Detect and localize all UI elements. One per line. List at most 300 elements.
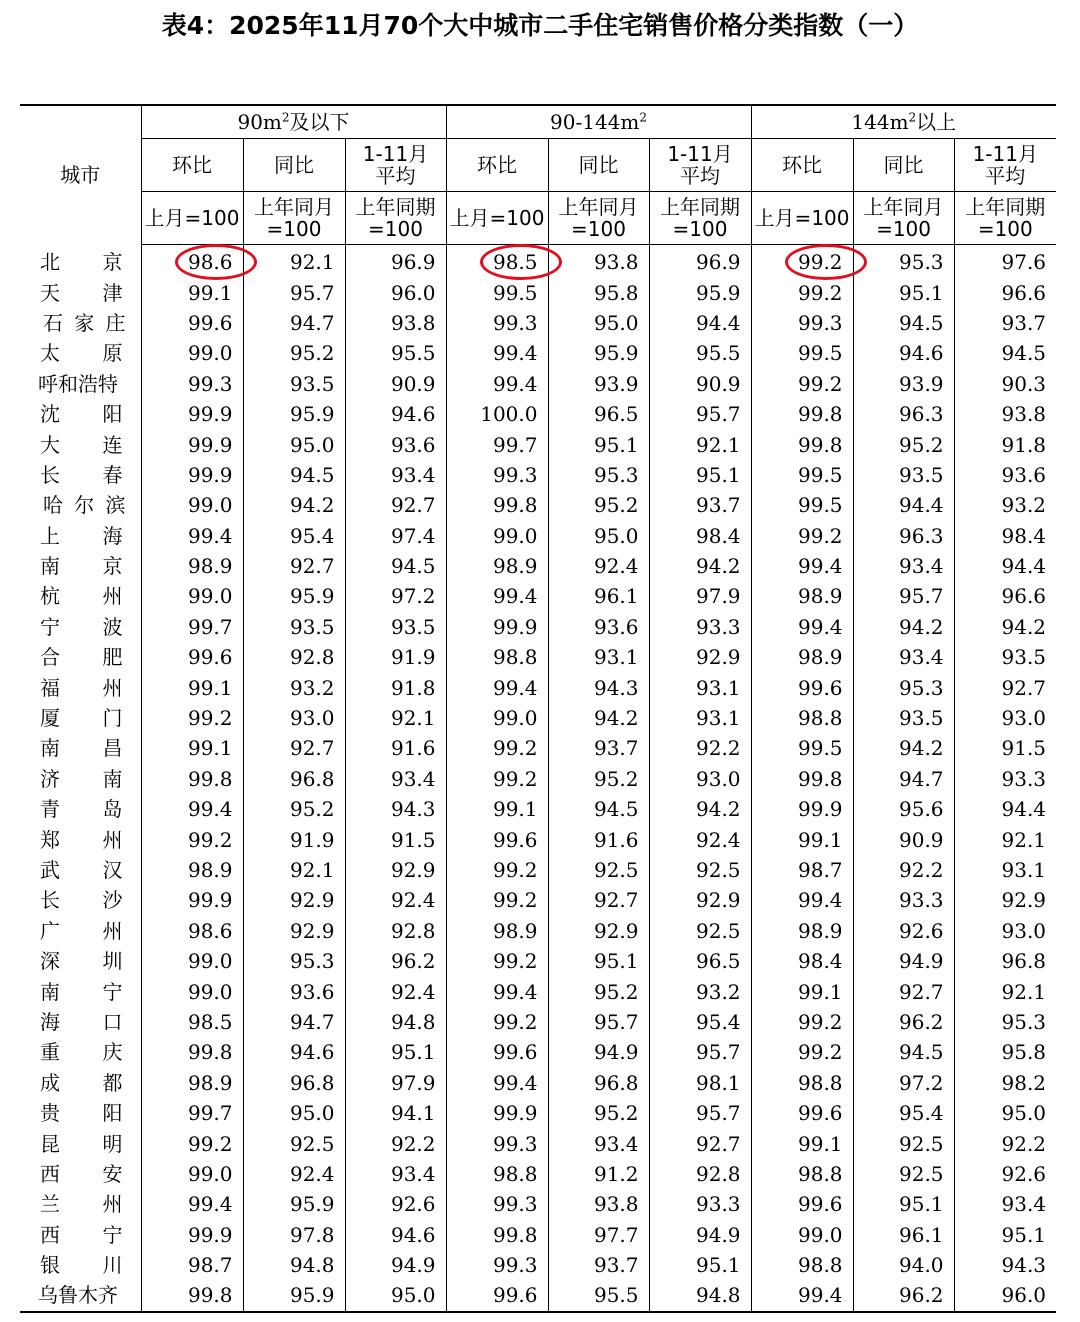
index-value: 95.1 xyxy=(548,946,649,976)
ytd-avg-header: 1-11月平均 xyxy=(649,139,751,192)
index-value: 99.0 xyxy=(446,521,548,551)
index-value: 96.1 xyxy=(853,1220,954,1250)
index-value: 93.8 xyxy=(548,1189,649,1219)
index-value: 98.8 xyxy=(751,1250,853,1280)
index-value: 99.5 xyxy=(446,277,548,307)
index-value: 93.4 xyxy=(954,1189,1056,1219)
city-name: 天 津 xyxy=(40,280,123,305)
index-value: 93.5 xyxy=(853,460,954,490)
index-value: 99.4 xyxy=(751,612,853,642)
table-row xyxy=(20,369,1056,399)
base-same-period-last-year: 上年同期=100 xyxy=(649,192,751,245)
index-value: 92.7 xyxy=(954,672,1056,702)
index-value: 99.6 xyxy=(141,308,243,338)
index-value: 95.3 xyxy=(954,1007,1056,1037)
city-name: 昆 明 xyxy=(40,1131,123,1156)
index-value: 94.6 xyxy=(345,399,446,429)
index-value: 99.9 xyxy=(141,1220,243,1250)
index-value: 96.8 xyxy=(548,1068,649,1098)
table-row xyxy=(20,490,1056,520)
index-value: 93.0 xyxy=(243,703,345,733)
index-value: 94.8 xyxy=(345,1007,446,1037)
index-value: 98.5 xyxy=(446,245,548,278)
index-value: 93.7 xyxy=(649,490,751,520)
index-value: 94.4 xyxy=(954,551,1056,581)
index-value: 99.1 xyxy=(751,824,853,854)
table-row xyxy=(20,1128,1056,1158)
index-value: 99.3 xyxy=(446,460,548,490)
index-value: 99.9 xyxy=(141,399,243,429)
index-value: 99.2 xyxy=(446,855,548,885)
index-value: 91.5 xyxy=(954,733,1056,763)
index-value: 95.2 xyxy=(548,764,649,794)
index-value: 98.8 xyxy=(751,703,853,733)
index-value: 99.2 xyxy=(751,1037,853,1067)
table-row xyxy=(20,1037,1056,1067)
index-value: 96.9 xyxy=(649,245,751,278)
index-value: 92.5 xyxy=(548,855,649,885)
index-value: 93.4 xyxy=(853,642,954,672)
index-value: 99.1 xyxy=(751,976,853,1006)
index-value: 95.5 xyxy=(345,338,446,368)
index-value: 94.1 xyxy=(345,1098,446,1128)
index-value: 92.1 xyxy=(243,855,345,885)
index-value: 92.4 xyxy=(649,824,751,854)
index-value: 99.9 xyxy=(751,794,853,824)
index-value: 99.9 xyxy=(446,612,548,642)
index-value: 94.5 xyxy=(853,1037,954,1067)
index-value: 93.3 xyxy=(649,612,751,642)
index-value: 92.7 xyxy=(345,490,446,520)
group-header-large: $144m^2$以上 xyxy=(751,105,1056,139)
index-value: 92.2 xyxy=(954,1128,1056,1158)
index-value: 99.2 xyxy=(446,1007,548,1037)
index-value: 95.4 xyxy=(243,521,345,551)
index-value: 99.0 xyxy=(141,1159,243,1189)
index-value: 99.2 xyxy=(751,1007,853,1037)
index-value: 96.2 xyxy=(853,1280,954,1311)
city-name: 长 沙 xyxy=(40,888,123,913)
index-value: 93.2 xyxy=(954,490,1056,520)
index-value: 99.3 xyxy=(446,1128,548,1158)
index-value: 92.9 xyxy=(954,885,1056,915)
index-value: 93.5 xyxy=(243,612,345,642)
index-value: 93.1 xyxy=(649,672,751,702)
index-value: 94.5 xyxy=(243,460,345,490)
index-value: 95.0 xyxy=(954,1098,1056,1128)
index-value: 94.2 xyxy=(853,612,954,642)
table-row xyxy=(20,1098,1056,1128)
index-value: 99.4 xyxy=(141,1189,243,1219)
index-value: 95.1 xyxy=(548,429,649,459)
index-value: 92.9 xyxy=(649,885,751,915)
base-last-month: 上月=100 xyxy=(446,192,548,245)
index-value: 99.2 xyxy=(751,369,853,399)
index-value: 95.1 xyxy=(853,1189,954,1219)
city-name: 青 岛 xyxy=(40,797,123,822)
index-value: 95.0 xyxy=(548,521,649,551)
table-row xyxy=(20,885,1056,915)
index-value: 99.2 xyxy=(751,245,853,278)
city-name: 广 州 xyxy=(40,918,123,943)
index-value: 99.9 xyxy=(141,429,243,459)
index-value: 98.4 xyxy=(954,521,1056,551)
index-value: 92.9 xyxy=(649,642,751,672)
index-value: 99.7 xyxy=(141,612,243,642)
index-value: 94.4 xyxy=(853,490,954,520)
index-value: 92.6 xyxy=(345,1189,446,1219)
index-value: 96.1 xyxy=(548,581,649,611)
index-value: 96.8 xyxy=(243,764,345,794)
index-value: 99.0 xyxy=(141,338,243,368)
index-value: 99.9 xyxy=(141,460,243,490)
index-value: 95.9 xyxy=(243,581,345,611)
index-value: 99.8 xyxy=(751,399,853,429)
index-value: 99.4 xyxy=(751,1280,853,1311)
table-row xyxy=(20,946,1056,976)
index-value: 94.7 xyxy=(243,1007,345,1037)
index-value: 92.9 xyxy=(548,916,649,946)
table-row xyxy=(20,1250,1056,1280)
ytd-avg-header: 1-11月平均 xyxy=(345,139,446,192)
index-value: 99.8 xyxy=(751,429,853,459)
index-value: 94.2 xyxy=(548,703,649,733)
index-value: 99.2 xyxy=(141,824,243,854)
index-value: 92.7 xyxy=(243,551,345,581)
index-value: 94.6 xyxy=(853,338,954,368)
index-value: 99.4 xyxy=(446,672,548,702)
index-value: 99.5 xyxy=(751,460,853,490)
index-value: 90.9 xyxy=(649,369,751,399)
city-name: 成 都 xyxy=(40,1070,123,1095)
index-value: 98.9 xyxy=(141,855,243,885)
index-value: 99.4 xyxy=(141,521,243,551)
index-value: 93.9 xyxy=(853,369,954,399)
index-value: 95.5 xyxy=(548,1280,649,1311)
index-value: 93.1 xyxy=(954,855,1056,885)
yoy-header: 同比 xyxy=(548,139,649,192)
index-value: 92.9 xyxy=(243,916,345,946)
index-value: 91.8 xyxy=(954,429,1056,459)
index-value: 94.2 xyxy=(649,551,751,581)
index-value: 93.2 xyxy=(243,672,345,702)
index-value: 96.8 xyxy=(243,1068,345,1098)
index-value: 93.3 xyxy=(853,885,954,915)
index-value: 91.9 xyxy=(345,642,446,672)
city-name: 福 州 xyxy=(40,675,123,700)
index-value: 95.7 xyxy=(853,581,954,611)
yoy-header: 同比 xyxy=(853,139,954,192)
index-value: 93.8 xyxy=(954,399,1056,429)
index-value: 99.5 xyxy=(751,490,853,520)
index-value: 92.7 xyxy=(548,885,649,915)
index-value: 95.7 xyxy=(649,1098,751,1128)
index-value: 93.5 xyxy=(243,369,345,399)
index-value: 99.0 xyxy=(141,581,243,611)
index-value: 93.0 xyxy=(954,703,1056,733)
index-value: 96.5 xyxy=(649,946,751,976)
index-value: 99.2 xyxy=(751,521,853,551)
index-value: 98.8 xyxy=(446,1159,548,1189)
index-value: 99.4 xyxy=(446,581,548,611)
index-value: 94.2 xyxy=(853,733,954,763)
index-value: 92.2 xyxy=(649,733,751,763)
index-value: 94.6 xyxy=(345,1220,446,1250)
base-same-period-last-year: 上年同期=100 xyxy=(954,192,1056,245)
base-last-month: 上月=100 xyxy=(751,192,853,245)
group-header-medium: $90-144m^2$ xyxy=(446,105,751,139)
index-value: 93.5 xyxy=(345,612,446,642)
index-value: 95.1 xyxy=(853,277,954,307)
index-value: 99.4 xyxy=(446,369,548,399)
index-value: 98.8 xyxy=(751,1068,853,1098)
index-value: 93.4 xyxy=(345,764,446,794)
index-value: 94.4 xyxy=(954,794,1056,824)
index-value: 98.7 xyxy=(751,855,853,885)
table-row xyxy=(20,277,1056,307)
index-value: 98.6 xyxy=(141,916,243,946)
table-row xyxy=(20,308,1056,338)
index-value: 99.0 xyxy=(751,1220,853,1250)
index-value: 99.4 xyxy=(751,885,853,915)
index-value: 99.2 xyxy=(751,277,853,307)
index-value: 99.6 xyxy=(446,824,548,854)
index-value: 95.7 xyxy=(243,277,345,307)
index-value: 99.9 xyxy=(141,885,243,915)
index-value: 94.3 xyxy=(548,672,649,702)
index-value: 93.7 xyxy=(954,308,1056,338)
index-value: 99.3 xyxy=(446,308,548,338)
index-value: 95.8 xyxy=(954,1037,1056,1067)
index-value: 90.9 xyxy=(853,824,954,854)
index-value: 99.6 xyxy=(751,1098,853,1128)
yoy-header: 同比 xyxy=(243,139,345,192)
index-value: 92.1 xyxy=(345,703,446,733)
index-value: 91.6 xyxy=(345,733,446,763)
index-value: 99.0 xyxy=(141,976,243,1006)
city-name: 合 肥 xyxy=(40,645,123,670)
index-value: 95.2 xyxy=(853,429,954,459)
index-value: 97.4 xyxy=(345,521,446,551)
index-value: 91.5 xyxy=(345,824,446,854)
index-value: 92.2 xyxy=(853,855,954,885)
index-value: 99.0 xyxy=(141,946,243,976)
index-value: 93.1 xyxy=(548,642,649,672)
index-value: 99.6 xyxy=(751,672,853,702)
index-value: 96.3 xyxy=(853,521,954,551)
index-value: 99.8 xyxy=(141,1037,243,1067)
index-value: 98.8 xyxy=(446,642,548,672)
index-value: 99.1 xyxy=(141,672,243,702)
index-value: 99.0 xyxy=(141,490,243,520)
index-value: 91.6 xyxy=(548,824,649,854)
index-value: 93.9 xyxy=(548,369,649,399)
city-name: 杭 州 xyxy=(40,584,123,609)
index-value: 93.6 xyxy=(548,612,649,642)
table-row xyxy=(20,1220,1056,1250)
city-name: 郑 州 xyxy=(40,827,123,852)
index-value: 96.9 xyxy=(345,245,446,278)
base-same-month-last-year: 上年同月=100 xyxy=(548,192,649,245)
index-value: 93.6 xyxy=(345,429,446,459)
table-title: 表4：2025年11月70个大中城市二手住宅销售价格分类指数（一） xyxy=(161,11,919,40)
city-name: 深 圳 xyxy=(40,949,123,974)
index-value: 94.2 xyxy=(243,490,345,520)
highlight-circle xyxy=(480,244,562,280)
base-last-month: 上月=100 xyxy=(141,192,243,245)
city-name: 沈 阳 xyxy=(40,402,123,427)
table-row xyxy=(20,855,1056,885)
index-value: 92.4 xyxy=(345,976,446,1006)
table-row xyxy=(20,1280,1056,1311)
index-value: 94.7 xyxy=(853,764,954,794)
index-value: 93.4 xyxy=(548,1128,649,1158)
index-value: 94.7 xyxy=(243,308,345,338)
index-value: 99.1 xyxy=(446,794,548,824)
index-value: 95.1 xyxy=(649,1250,751,1280)
index-value: 95.9 xyxy=(243,1189,345,1219)
index-value: 97.6 xyxy=(954,245,1056,278)
highlight-circle xyxy=(175,244,257,280)
table-row xyxy=(20,429,1056,459)
index-value: 95.3 xyxy=(853,245,954,278)
highlight-circle xyxy=(785,244,867,280)
city-name: 西 宁 xyxy=(40,1222,123,1247)
table-row xyxy=(20,824,1056,854)
index-value: 94.3 xyxy=(954,1250,1056,1280)
index-value: 95.4 xyxy=(853,1098,954,1128)
index-value: 99.6 xyxy=(141,642,243,672)
index-value: 95.1 xyxy=(345,1037,446,1067)
index-value: 93.4 xyxy=(345,1159,446,1189)
index-value: 92.7 xyxy=(243,733,345,763)
index-value: 98.9 xyxy=(751,581,853,611)
index-value: 96.0 xyxy=(345,277,446,307)
index-value: 98.2 xyxy=(954,1068,1056,1098)
index-value: 92.9 xyxy=(345,855,446,885)
index-value: 95.0 xyxy=(548,308,649,338)
index-value: 92.4 xyxy=(345,885,446,915)
index-value: 92.1 xyxy=(954,824,1056,854)
table-row xyxy=(20,703,1056,733)
index-value: 92.4 xyxy=(548,551,649,581)
index-value: 95.9 xyxy=(548,338,649,368)
index-value: 95.2 xyxy=(243,338,345,368)
index-value: 93.8 xyxy=(345,308,446,338)
index-value: 95.0 xyxy=(243,1098,345,1128)
index-value: 92.5 xyxy=(853,1159,954,1189)
index-value: 92.5 xyxy=(243,1128,345,1158)
index-value: 97.8 xyxy=(243,1220,345,1250)
index-value: 93.6 xyxy=(243,976,345,1006)
city-name: 呼和浩特 xyxy=(38,371,118,396)
index-value: 94.5 xyxy=(853,308,954,338)
table-row xyxy=(20,976,1056,1006)
index-value: 95.6 xyxy=(853,794,954,824)
table-row xyxy=(20,551,1056,581)
base-same-month-last-year: 上年同月=100 xyxy=(243,192,345,245)
index-value: 95.4 xyxy=(649,1007,751,1037)
index-value: 95.1 xyxy=(649,460,751,490)
index-value: 98.4 xyxy=(751,946,853,976)
index-value: 99.1 xyxy=(751,1128,853,1158)
index-value: 92.2 xyxy=(345,1128,446,1158)
index-value: 91.2 xyxy=(548,1159,649,1189)
index-value: 98.6 xyxy=(141,245,243,278)
index-value: 92.6 xyxy=(853,916,954,946)
index-value: 98.8 xyxy=(751,1159,853,1189)
index-value: 92.8 xyxy=(649,1159,751,1189)
index-value: 92.6 xyxy=(954,1159,1056,1189)
index-value: 99.2 xyxy=(446,764,548,794)
table-row xyxy=(20,916,1056,946)
index-value: 98.9 xyxy=(141,551,243,581)
index-value: 93.7 xyxy=(548,1250,649,1280)
index-value: 94.2 xyxy=(954,612,1056,642)
index-value: 93.3 xyxy=(954,764,1056,794)
table-row xyxy=(20,1159,1056,1189)
index-value: 95.7 xyxy=(649,1037,751,1067)
city-name: 乌鲁木齐 xyxy=(20,1280,141,1311)
index-value: 99.3 xyxy=(446,1189,548,1219)
city-name: 大 连 xyxy=(40,432,123,457)
index-value: 94.6 xyxy=(243,1037,345,1067)
index-value: 99.6 xyxy=(446,1280,548,1311)
mom-header: 环比 xyxy=(751,139,853,192)
index-value: 93.8 xyxy=(548,245,649,278)
index-value: 99.9 xyxy=(446,1098,548,1128)
index-value: 99.8 xyxy=(446,1220,548,1250)
city-name: 西 安 xyxy=(40,1161,123,1186)
index-value: 99.3 xyxy=(751,308,853,338)
index-value: 90.3 xyxy=(954,369,1056,399)
index-value: 98.9 xyxy=(751,642,853,672)
index-value: 99.4 xyxy=(446,1068,548,1098)
city-name: 银 川 xyxy=(40,1253,123,1278)
table-row xyxy=(20,794,1056,824)
index-value: 94.5 xyxy=(345,551,446,581)
index-value: 94.0 xyxy=(853,1250,954,1280)
table-row xyxy=(20,1068,1056,1098)
city-name: 重 庆 xyxy=(40,1040,123,1065)
index-value: 96.6 xyxy=(954,581,1056,611)
index-value: 95.0 xyxy=(243,429,345,459)
city-name: 南 宁 xyxy=(40,979,123,1004)
index-value: 99.8 xyxy=(751,764,853,794)
index-value: 92.5 xyxy=(649,916,751,946)
index-value: 97.9 xyxy=(649,581,751,611)
index-value: 95.0 xyxy=(345,1280,446,1311)
index-value: 94.9 xyxy=(345,1250,446,1280)
index-value: 95.5 xyxy=(649,338,751,368)
index-value: 99.3 xyxy=(446,1250,548,1280)
city-name: 哈 尔 滨 xyxy=(43,493,126,518)
table-row xyxy=(20,1189,1056,1219)
base-same-period-last-year: 上年同期=100 xyxy=(345,192,446,245)
city-name: 海 口 xyxy=(40,1009,123,1034)
index-value: 94.8 xyxy=(243,1250,345,1280)
index-value: 96.0 xyxy=(954,1280,1056,1311)
index-value: 96.5 xyxy=(548,399,649,429)
index-value: 95.9 xyxy=(649,277,751,307)
index-value: 95.1 xyxy=(954,1220,1056,1250)
index-value: 93.3 xyxy=(649,1189,751,1219)
mom-header: 环比 xyxy=(446,139,548,192)
index-value: 96.8 xyxy=(954,946,1056,976)
index-value: 92.4 xyxy=(243,1159,345,1189)
index-value: 94.2 xyxy=(649,794,751,824)
index-value: 95.8 xyxy=(548,277,649,307)
